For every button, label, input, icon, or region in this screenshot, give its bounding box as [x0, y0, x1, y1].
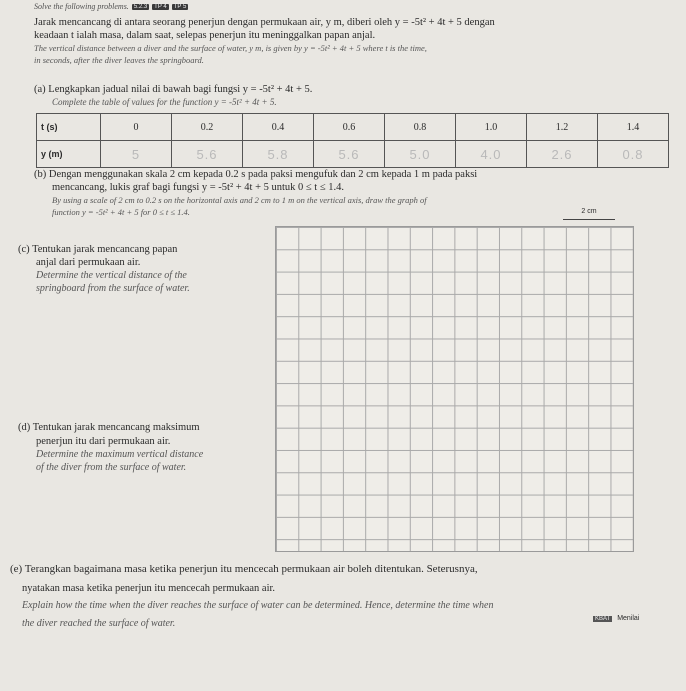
t-cell: 1.2: [527, 114, 598, 141]
part-b-ms-line2: mencancang, lukis graf bagi fungsi y = -5t² + 4t + 5 untuk 0 ≤ t ≤ 1.4.: [52, 182, 344, 193]
part-d-ms-text1: Tentukan jarak mencancang maksimum: [32, 422, 200, 433]
y-cell[interactable]: 0.8: [598, 141, 669, 168]
t-cell: 1.0: [456, 114, 527, 141]
part-e-ms-line1: [10, 563, 478, 576]
y-cell[interactable]: 2.6: [527, 141, 598, 168]
part-a-en: Complete the table of values for the function y = -5t² + 4t + 5.: [52, 97, 277, 107]
y-cell[interactable]: 5: [101, 141, 172, 168]
part-c-en-line1: Determine the vertical distance of the: [36, 270, 187, 281]
part-c-en-line2: springboard from the surface of water.: [36, 283, 190, 294]
values-table: [36, 113, 669, 168]
t-header: t (s): [37, 114, 101, 141]
header: [34, 2, 188, 11]
y-header: y (m): [37, 141, 101, 168]
part-e-en-line2: the diver reached the surface of water.: [22, 618, 176, 629]
part-a-ms: [34, 83, 312, 96]
part-e-ms-line2: nyatakan masa ketika penerjun itu mencecah permukaan air.: [22, 583, 276, 594]
scale-marker: [563, 210, 615, 222]
part-a-ms-text: Lengkapkan jadual nilai di bawah bagi fungsi y = -5t² + 4t + 5.: [48, 84, 313, 95]
part-d-en-line1: Determine the maximum vertical distance: [36, 449, 204, 460]
t-cell: 1.4: [598, 114, 669, 141]
y-cell[interactable]: 5.6: [172, 141, 243, 168]
part-d-ms-line2: penerjun itu dari permukaan air.: [36, 436, 171, 447]
part-b-en-line2: function y = -5t² + 4t + 5 for 0 ≤ t ≤ 1.4.: [52, 207, 190, 217]
part-b-ms-text1: Dengan menggunakan skala 2 cm kepada 0.2 s pada paksi mengufuk dan 2 cm kepada 1 m pada paksi: [48, 169, 478, 180]
instruction-text: Solve the following problems.: [34, 2, 129, 11]
part-d-en-line2: of the diver from the surface of water.: [36, 462, 187, 473]
t-cell: 0.6: [314, 114, 385, 141]
t-cell: 0.8: [385, 114, 456, 141]
tag-tp5: TP 5: [173, 3, 187, 10]
intro-ms-line2: keadaan t ialah masa, dalam saat, selepas penerjun itu meninggalkan papan anjal.: [34, 30, 376, 41]
y-cell[interactable]: 4.0: [456, 141, 527, 168]
y-cell[interactable]: 5.0: [385, 141, 456, 168]
table-row-t: [37, 114, 669, 141]
tag-tp4: TP 4: [154, 3, 167, 10]
t-cell: 0: [101, 114, 172, 141]
part-b-ms-line1: [34, 168, 477, 181]
kbat-badge: [593, 615, 639, 622]
part-a-label: (a): [34, 84, 46, 95]
table-row-y: [37, 141, 669, 168]
part-c-ms-line1: [18, 243, 177, 256]
y-cell[interactable]: 5.8: [243, 141, 314, 168]
intro-en-line2: in seconds, after the diver leaves the springboard.: [34, 55, 204, 65]
part-e-ms-text1: Terangkan bagaimana masa ketika penerjun itu mencecah permukaan air boleh ditentukan. Seterusnya,: [24, 563, 478, 575]
part-d-ms-line1: [18, 421, 200, 434]
part-b-label: (b): [34, 169, 47, 180]
t-cell: 0.4: [243, 114, 314, 141]
kbat-badge-text: Menilai: [617, 615, 640, 622]
part-c-ms-text1: Tentukan jarak mencancang papan: [32, 244, 178, 255]
t-cell: 0.2: [172, 114, 243, 141]
part-d-label: (d): [18, 422, 31, 433]
scale-label: 2 cm: [581, 208, 597, 215]
part-b-en-line1: By using a scale of 2 cm to 0.2 s on the horizontal axis and 2 cm to 1 m on the vertical axis, draw the graph of: [52, 195, 427, 205]
part-e-label: (e): [10, 563, 23, 575]
kbat-badge-label: KBAT: [595, 616, 611, 622]
intro-ms-line1: Jarak mencancang di antara seorang penerjun dengan permukaan air, y m, diberi oleh y = -5t² + 4t + 5 dengan: [34, 17, 495, 28]
scale-line: [563, 219, 615, 220]
y-cell[interactable]: 5.6: [314, 141, 385, 168]
part-c-ms-line2: anjal dari permukaan air.: [36, 257, 141, 268]
intro-en-line1: The vertical distance between a diver and the surface of water, y m, is given by y = -5t² + 4t + 5 where t is the time,: [34, 43, 427, 53]
part-e-en-line1: Explain how the time when the diver reaches the surface of water can be determined. Hence, determine the time when: [22, 600, 494, 611]
tag-section: 5.2.3: [133, 3, 148, 10]
part-c-label: (c): [18, 244, 30, 255]
graph-paper-grid[interactable]: [275, 226, 634, 552]
